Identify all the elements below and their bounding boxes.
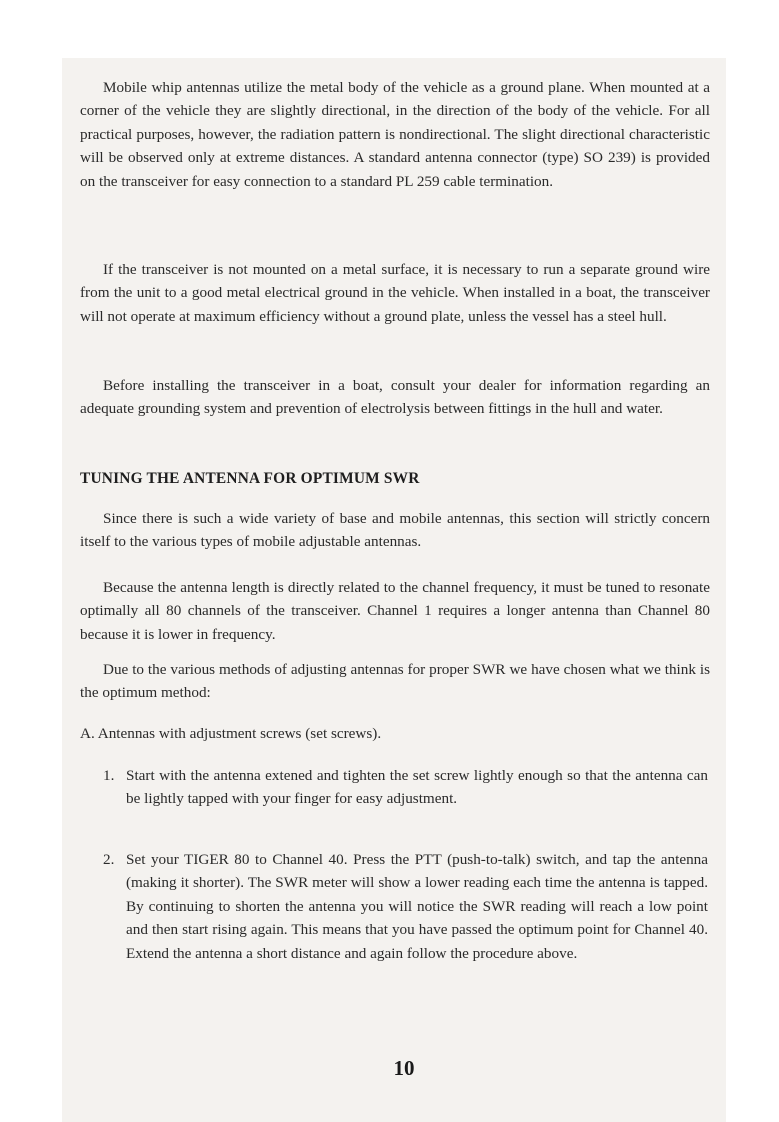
paragraph-ground-wire: If the transceiver is not mounted on a metal surface, it is necessary to run a separate ground wire from the unit to a good metal electrical ground in the vehicle. When installed in a boat, the transceiver will not operate at maximum efficiency without a ground plate, unless the vessel has a steel hull. [80,261,710,325]
section-heading: TUNING THE ANTENNA FOR OPTIMUM SWR [80,470,420,487]
step-text: Set your TIGER 80 to Channel 40. Press the PTT (push-to-talk) switch, and tap the antenna (making it shorter). The SWR meter will show a lower reading each time the antenna is tapped. By continuing to shorten the antenna you will notice the SWR reading will reach a low point and then start rising again. This means that you have passed the optimum point for Channel 40. Extend the antenna a short distance and again follow the procedure above. [126,851,708,962]
step-number: 2. [103,851,115,868]
paragraph-mobile-whip: Mobile whip antennas utilize the metal body of the vehicle as a ground plane. When mounted at a corner of the vehicle they are slightly directional, in the direction of the body of the vehicle. For all practical purposes, however, the radiation pattern is nondirectional. The slight directional characteristic will be observed only at extreme distances. A standard antenna connector (type) SO 239) is provided on the transceiver for easy connection to a standard PL 259 cable termination. [80,79,710,190]
paragraph-antenna-variety: Since there is such a wide variety of base and mobile antennas, this section will strictly concern itself to the various types of mobile adjustable antennas. [80,510,710,551]
step-text: Start with the antenna extened and tighten the set screw lightly enough so that the antenna can be lightly tapped with your finger for easy adjustment. [126,767,708,808]
document-page [62,58,726,1122]
step-number: 1. [103,767,115,784]
paragraph-antenna-length: Because the antenna length is directly related to the channel frequency, it must be tuned to resonate optimally all 80 channels of the transceiver. Channel 1 requires a longer antenna than Channel 80 because it is lower in frequency. [80,579,710,643]
paragraph-methods: Due to the various methods of adjusting antennas for proper SWR we have chosen what we think is the optimum method: [80,661,710,702]
subsection-a-title: A. Antennas with adjustment screws (set screws). [80,725,382,742]
paragraph-boat-install: Before installing the transceiver in a boat, consult your dealer for information regarding an adequate grounding system and prevention of electrolysis between fittings in the hull and water. [80,377,710,418]
page-number: 10 [393,1056,415,1080]
